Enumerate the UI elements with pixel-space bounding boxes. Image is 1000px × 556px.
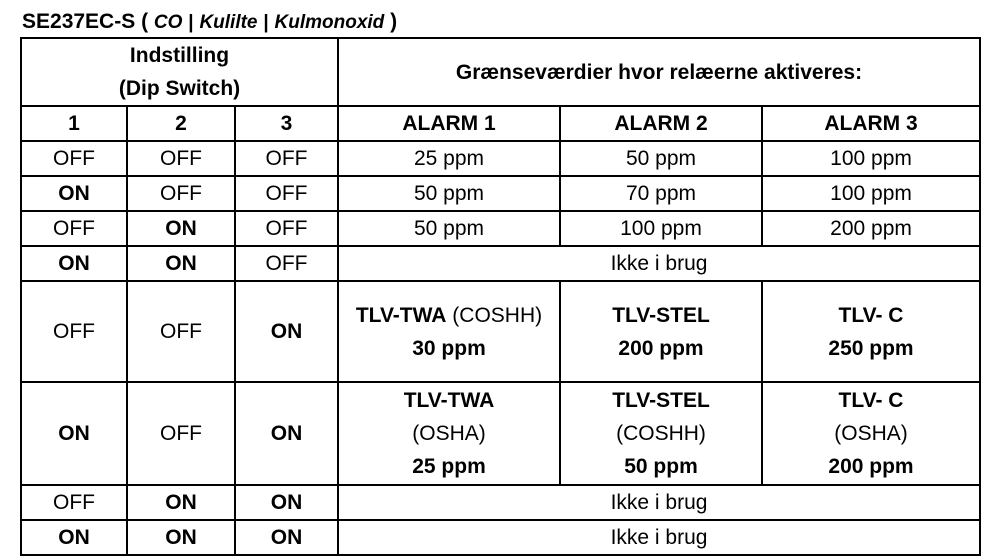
switch-1-cell: OFF [21, 141, 127, 176]
table-row [21, 382, 980, 485]
tlv-value: 30 ppm [412, 336, 486, 360]
alarm-2-cell: 70 ppm [560, 176, 762, 211]
table-row [21, 281, 980, 382]
tlv-name: TLV-TWA [355, 303, 447, 327]
switch-1-cell: ON [21, 520, 127, 555]
switch-2-cell: ON [127, 246, 235, 281]
tlv-value: 25 ppm [412, 455, 486, 478]
switch-2-cell: OFF [127, 141, 235, 176]
tlv-name: TLV- C [838, 303, 904, 327]
dip-switch-table [20, 37, 981, 556]
tlv-value: 200 ppm [828, 455, 914, 478]
dip-header-line1: Indstilling [129, 44, 230, 67]
not-in-use-cell: Ikke i brug [338, 246, 980, 281]
table-row [21, 176, 980, 211]
dip-header-line2: (Dip Switch) [118, 77, 241, 100]
limits-header: Grænseværdier hvor relæerne aktiveres: [338, 38, 980, 106]
table-row [21, 246, 980, 281]
switch-2-cell: OFF [127, 176, 235, 211]
table-row [21, 520, 980, 555]
tlv-name: TLV-STEL [612, 389, 710, 412]
alarm-2-cell [560, 281, 762, 382]
alarm-2-header: ALARM 2 [560, 106, 762, 141]
alarm-2-cell [560, 382, 762, 485]
tlv-value: 250 ppm [828, 336, 914, 360]
table-row [21, 211, 980, 246]
tlv-standard: (COSHH) [452, 303, 543, 327]
alarm-1-header: ALARM 1 [338, 106, 560, 141]
gas-name-danish: Kulilte [199, 12, 258, 33]
alarm-1-cell: 25 ppm [338, 141, 560, 176]
alarm-3-cell: 100 ppm [762, 176, 980, 211]
switch-3-cell: ON [235, 382, 338, 485]
tlv-value: 200 ppm [618, 336, 704, 360]
alarm-3-cell [762, 382, 980, 485]
tlv-standard: (COSHH) [616, 422, 706, 445]
switch-3-cell: ON [235, 485, 338, 520]
title-paren-open: ( [141, 10, 149, 33]
switch-2-header: 2 [127, 106, 235, 141]
switch-3-header: 3 [235, 106, 338, 141]
title-paren-close: ) [390, 10, 398, 33]
tlv-name: TLV-STEL [612, 303, 710, 327]
alarm-1-cell [338, 281, 560, 382]
tlv-label [339, 299, 559, 332]
title-separator: | [188, 12, 194, 33]
document-title [22, 8, 397, 36]
tlv-name: TLV- C [838, 389, 904, 412]
tlv-name: TLV-TWA [403, 389, 495, 412]
switch-2-cell: ON [127, 211, 235, 246]
table-row [21, 141, 980, 176]
switch-3-cell: OFF [235, 211, 338, 246]
not-in-use-cell: Ikke i brug [338, 520, 980, 555]
alarm-3-cell: 200 ppm [762, 211, 980, 246]
switch-2-cell: ON [127, 485, 235, 520]
alarm-2-cell: 50 ppm [560, 141, 762, 176]
switch-1-cell: ON [21, 246, 127, 281]
alarm-3-cell: 100 ppm [762, 141, 980, 176]
tlv-standard: (OSHA) [834, 422, 908, 445]
gas-formula: CO [153, 12, 183, 33]
title-separator: | [263, 12, 269, 33]
switch-3-cell: ON [235, 520, 338, 555]
header-row-columns [21, 106, 980, 141]
switch-1-cell: OFF [21, 281, 127, 382]
gas-name-alt: Kulmonoxid [274, 12, 385, 33]
switch-1-cell: OFF [21, 211, 127, 246]
alarm-1-cell [338, 382, 560, 485]
switch-3-cell: OFF [235, 141, 338, 176]
alarm-1-cell: 50 ppm [338, 176, 560, 211]
switch-2-cell: OFF [127, 281, 235, 382]
switch-1-header: 1 [21, 106, 127, 141]
tlv-value: 50 ppm [624, 455, 698, 478]
not-in-use-cell: Ikke i brug [338, 485, 980, 520]
switch-2-cell: OFF [127, 382, 235, 485]
model-number: SE237EC-S [22, 10, 136, 33]
tlv-standard: (OSHA) [412, 422, 486, 445]
header-row-group [21, 38, 980, 106]
switch-3-cell: OFF [235, 176, 338, 211]
dip-setting-header [21, 38, 338, 106]
switch-1-cell: ON [21, 176, 127, 211]
alarm-2-cell: 100 ppm [560, 211, 762, 246]
switch-1-cell: ON [21, 382, 127, 485]
switch-1-cell: OFF [21, 485, 127, 520]
alarm-3-cell [762, 281, 980, 382]
switch-3-cell: OFF [235, 246, 338, 281]
switch-2-cell: ON [127, 520, 235, 555]
switch-3-cell: ON [235, 281, 338, 382]
alarm-3-header: ALARM 3 [762, 106, 980, 141]
table-row [21, 485, 980, 520]
alarm-1-cell: 50 ppm [338, 211, 560, 246]
